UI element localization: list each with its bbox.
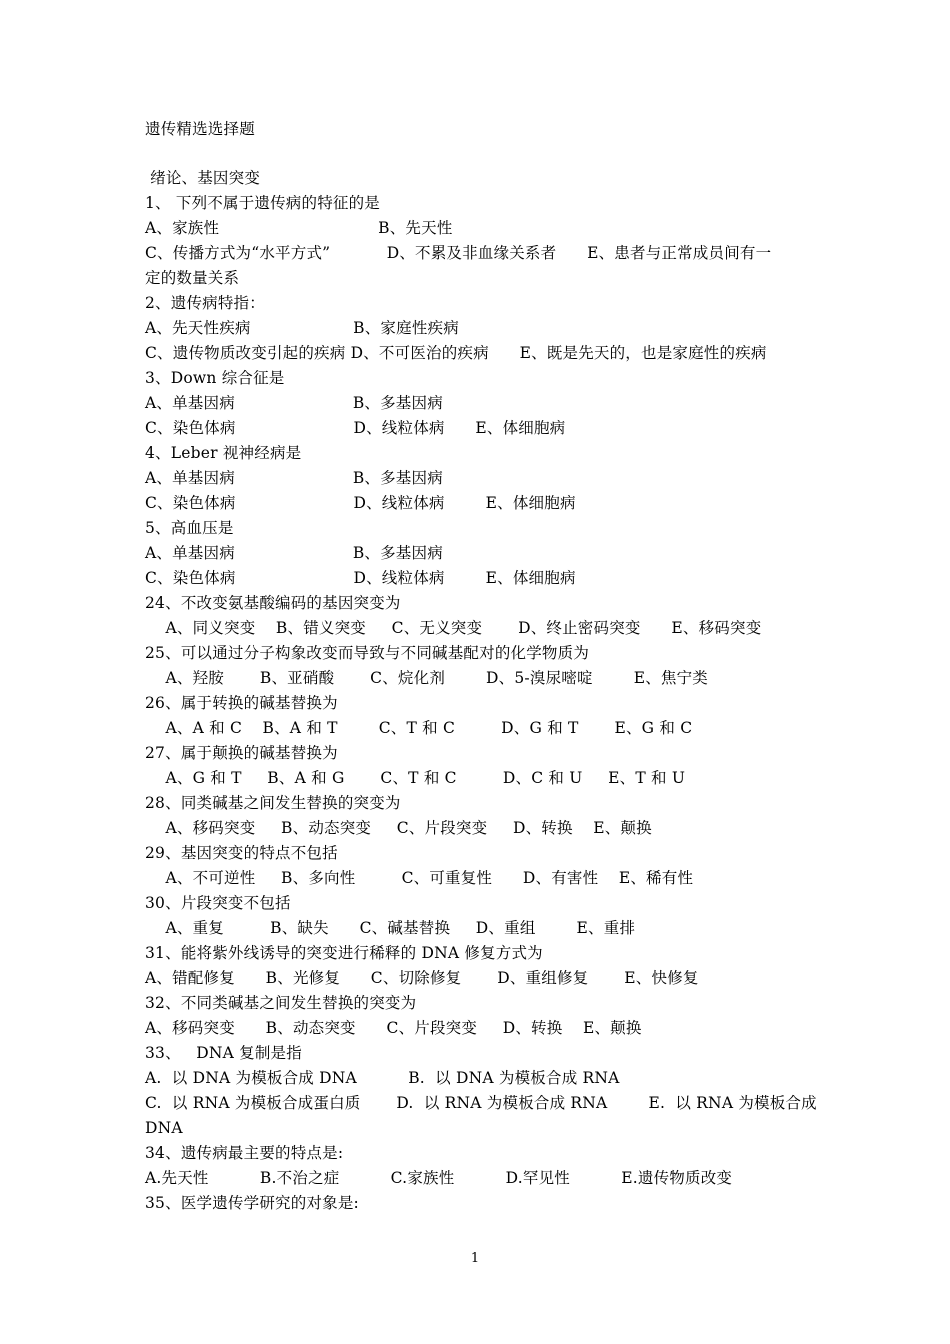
document-title: 遗传精选选择题: [145, 120, 255, 138]
text-line: 29、基因突变的特点不包括: [145, 844, 338, 862]
text-line: 35、医学遗传学研究的对象是:: [145, 1194, 359, 1212]
text-line: 31、能将紫外线诱导的突变进行稀释的 DNA 修复方式为: [145, 944, 543, 962]
text-line: A.先天性 B.不治之症 C.家族性 D.罕见性 E.遗传物质改变: [145, 1169, 733, 1187]
text-line: C、染色体病 D、线粒体病 E、体细胞病: [145, 494, 576, 512]
text-line: A、单基因病 B、多基因病: [145, 394, 443, 412]
text-line: C、染色体病 D、线粒体病 E、体细胞病: [145, 419, 566, 437]
text-line: A、错配修复 B、光修复 C、切除修复 D、重组修复 E、快修复: [145, 969, 699, 987]
text-line: 28、同类碱基之间发生替换的突变为: [145, 794, 401, 812]
text-line: A、单基因病 B、多基因病: [145, 469, 443, 487]
text-line: 25、可以通过分子构象改变而导致与不同碱基配对的化学物质为: [145, 644, 590, 662]
text-line: A. 以 DNA 为模板合成 DNA B. 以 DNA 为模板合成 RNA: [145, 1069, 620, 1087]
text-line: 1、 下列不属于遗传病的特征的是: [145, 194, 380, 212]
text-line: A、家族性 B、先天性: [145, 219, 453, 237]
text-line: 24、不改变氨基酸编码的基因突变为: [145, 594, 401, 612]
text-line: C、传播方式为“水平方式” D、不累及非血缘关系者 E、患者与正常成员间有一: [145, 244, 772, 262]
text-line: A、不可逆性 B、多向性 C、可重复性 D、有害性 E、稀有性: [145, 869, 694, 887]
text-line: 27、属于颠换的碱基替换为: [145, 744, 338, 762]
text-line: 2、遗传病特指：: [145, 294, 265, 312]
text-line: 33、 DNA 复制是指: [145, 1044, 302, 1062]
text-line: 34、遗传病最主要的特点是:: [145, 1144, 344, 1162]
text-line: 30、片段突变不包括: [145, 894, 291, 912]
text-line: A、移码突变 B、动态突变 C、片段突变 D、转换 E、颠换: [145, 1019, 642, 1037]
text-line: A、A 和 C B、A 和 T C、T 和 C D、G 和 T E、G 和 C: [145, 719, 693, 737]
text-line: A、重复 B、缺失 C、碱基替换 D、重组 E、重排: [145, 919, 636, 937]
text-line: C. 以 RNA 为模板合成蛋白质 D. 以 RNA 为模板合成 RNA E. 以 RNA 为模板合成: [145, 1094, 817, 1112]
text-line: A、羟胺 B、亚硝酸 C、烷化剂 D、5-溴尿嘧啶 E、焦宁类: [145, 669, 709, 687]
text-line: 4、Leber 视神经病是: [145, 444, 302, 462]
section-heading: 绪论、基因突变: [145, 169, 261, 187]
text-line: A、移码突变 B、动态突变 C、片段突变 D、转换 E、颠换: [145, 819, 652, 837]
page-number: 1: [470, 1251, 480, 1266]
text-line: A、同义突变 B、错义突变 C、无义突变 D、终止密码突变 E、移码突变: [145, 619, 762, 637]
text-line: DNA: [145, 1119, 183, 1137]
text-line: A、单基因病 B、多基因病: [145, 544, 443, 562]
text-line: A、G 和 T B、A 和 G C、T 和 C D、C 和 U E、T 和 U: [145, 769, 686, 787]
text-line: 5、高血压是: [145, 519, 234, 537]
text-line: 定的数量关系: [145, 269, 240, 287]
text-line: C、遗传物质改变引起的疾病 D、不可医治的疾病 E、既是先天的，也是家庭性的疾病: [145, 344, 767, 362]
text-line: 26、属于转换的碱基替换为: [145, 694, 338, 712]
text-line: C、染色体病 D、线粒体病 E、体细胞病: [145, 569, 576, 587]
text-line: 32、不同类碱基之间发生替换的突变为: [145, 994, 417, 1012]
text-line: 3、Down 综合征是: [145, 369, 285, 387]
text-line: A、先天性疾病 B、家庭性疾病: [145, 319, 459, 337]
